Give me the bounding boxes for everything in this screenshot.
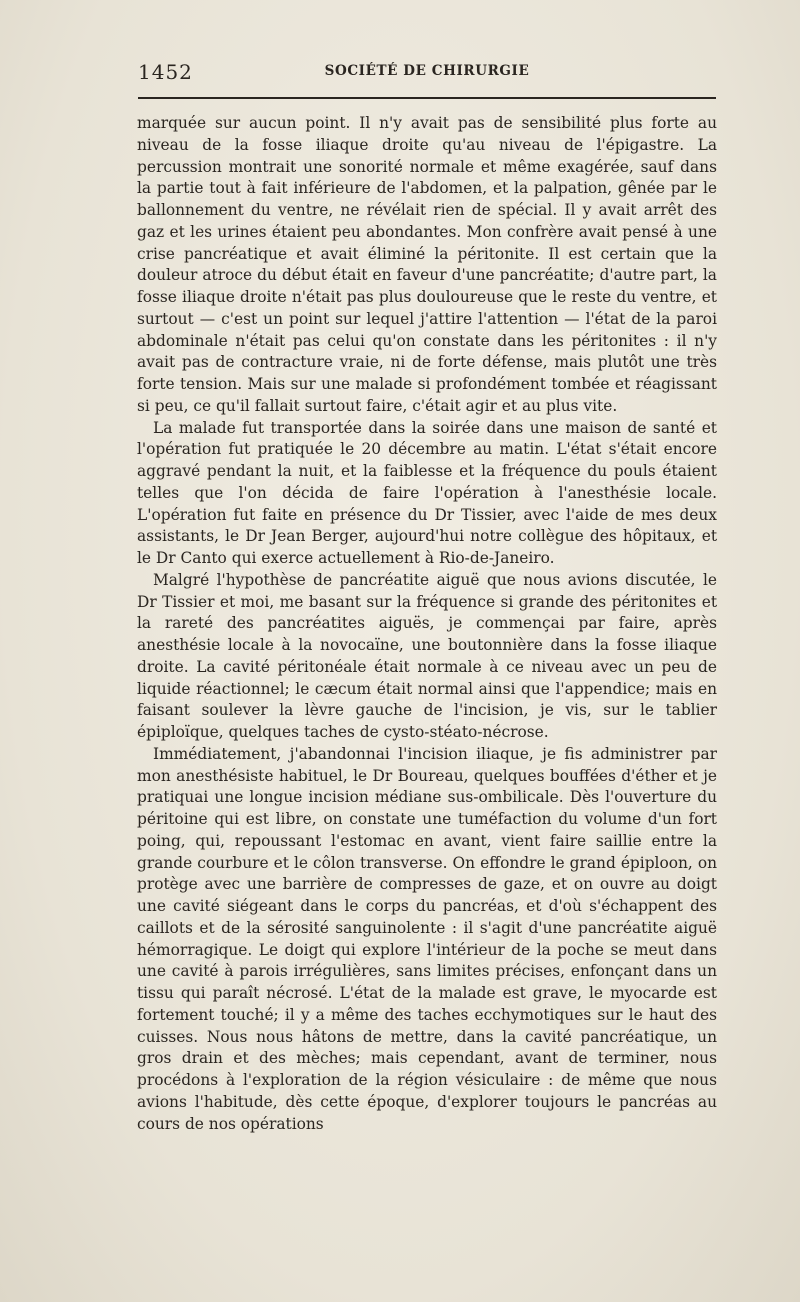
paragraph: Immédiatement, j'abandonnai l'incision iliaque, je fis administrer par mon anesthésiste habituel, le Dr Boureau, quelques bouffées d'éther et je pratiquai une longue incision médiane sus-ombilicale. Dès l'ouverture du péritoine qui est libre, on constate une tuméfaction du volume d'un fort poing, qui, repoussant l'estomac en avant, vient faire saillie entre la grande courbure et le côlon transverse. On effondre le grand épiploon, on protège avec une barrière de compresses de gaze, et on ouvre au doigt une cavité siégeant dans le corps du pancréas, et d'où s'échappent des caillots et de la sérosité sanguinolente : il s'agit d'une pancréatite aiguë hémorragique. Le doigt qui explore l'intérieur de la poche se meut dans une cavité à parois irrégulières, sans limites précises, enfonçant dans un tissu qui paraît nécrosé. L'état de la malade est grave, le myocarde est fortement touché; il y a même des taches ecchymotiques sur le haut des cuisses. Nous nous hâtons de mettre, dans la cavité pancréatique, un gros drain et des mèches; mais cependant, avant de terminer, nous procédons à l'exploration de la région vésiculaire : de même que nous avions l'habitude, dès cette époque, d'explorer toujours le pancréas au cours de nos opérations (137, 744, 717, 1133)
paragraph: La malade fut transportée dans la soirée dans une maison de santé et l'opération fut pratiquée le 20 décembre au matin. L'état s'était encore aggravé pendant la nuit, et la faiblesse et la fréquence du pouls étaient telles que l'on décida de faire l'opération à l'anesthésie locale. L'opération fut faite en présence du Dr Tissier, avec l'aide de mes deux assistants, le Dr Jean Berger, aujourd'hui notre collègue des hôpitaux, et le Dr Canto qui exerce actuellement à Rio-de-Janeiro. (137, 418, 717, 567)
body-text (137, 113, 717, 1135)
page-number: 1452 (138, 60, 193, 84)
running-head (138, 60, 716, 86)
header-rule (138, 97, 716, 99)
paragraph: Malgré l'hypothèse de pancréatite aiguë que nous avions discutée, le Dr Tissier et moi, me basant sur la fréquence si grande des péritonites et la rareté des pancréatites aiguës, je commençai par faire, après anesthésie locale à la novocaïne, une boutonnière dans la fosse iliaque droite. La cavité péritonéale était normale à ce niveau avec un peu de liquide réactionnel; le cæcum était normal ainsi que l'appendice; mais en faisant soulever la lèvre gauche de l'incision, je vis, sur le tablier épiploïque, quelques taches de cysto-stéato-nécrose. (137, 570, 717, 741)
journal-title: SOCIÉTÉ DE CHIRURGIE (324, 63, 530, 79)
paragraph: marquée sur aucun point. Il n'y avait pas de sensibilité plus forte au niveau de la fosse iliaque droite qu'au niveau de l'épigastre. La percussion montrait une sonorité normale et même exagérée, sauf dans la partie tout à fait inférieure de l'abdomen, et la palpation, gênée par le ballonnement du ventre, ne révélait rien de spécial. Il y avait arrêt des gaz et les urines étaient peu abondantes. Mon confrère avait pensé à une crise pancréatique et avait éliminé la péritonite. Il est certain que la douleur atroce du début était en faveur d'une pancréatite; d'autre part, la fosse iliaque droite n'était pas plus douloureuse que le reste du ventre, et surtout — c'est un point sur lequel j'attire l'attention — l'état de la paroi abdominale n'était pas celui qu'on constate dans les péritonites : il n'y avait pas de contracture vraie, ni de forte défense, mais plutôt une très forte tension. Mais sur une malade si profondément tombée et réagissant si peu, ce qu'il fallait surtout faire, c'était agir et au plus vite. (137, 114, 717, 415)
